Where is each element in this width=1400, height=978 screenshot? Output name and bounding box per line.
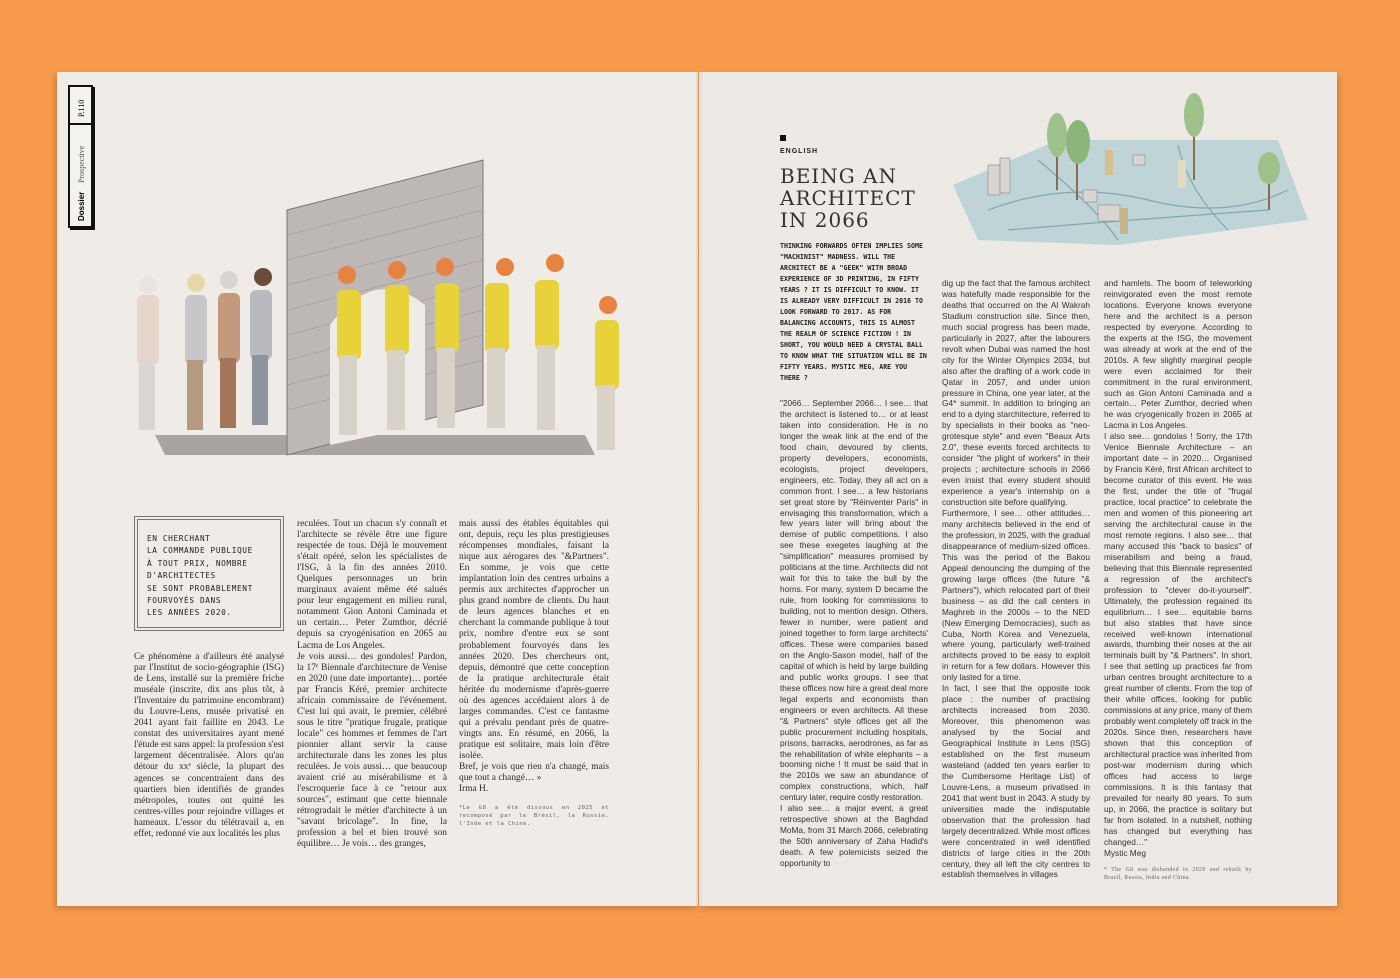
french-column-3 (459, 519, 609, 828)
title-line: BEING AN (780, 164, 897, 188)
paragraph: In fact, I see that the opposite took place : the number of practising architects increased from 2030. Moreover, this phenomenon was analysed by the Social and Geographical Institute in Lens (ISG) established on the first museum wasteland (added ten years earlier to the Cumbersome Heritage List) of Louvre-Lens, a museum privatised in 2041 that went bust in 2043. A study by universities made the indisputable observation that the profession had largely decentralized. While most offices were concentrated in well identified districts of large cities in the 20th century, they all left the city centres to establish themselves in villages (942, 683, 1090, 880)
section-label: Dossier (77, 191, 86, 221)
page-number: P.110 (77, 99, 86, 117)
figures-grey (137, 268, 272, 430)
gutter-fold (696, 72, 702, 906)
pull-quote-line: FOURVOYÉS DANS (147, 596, 222, 606)
pull-quote-line: EN CHERCHANT (147, 534, 211, 543)
paragraph: "2066… September 2066… I see… that the architect is listened to… or at least taken into consideration. He is no longer the weak link at the end of the food chain, devoured by clients, property developers, economists, ecologists, project developers, engineers, etc. Today, they all act on a common front. I see… a few historians set great store by "Réinventer Paris" in envisaging this transformation, which a few years later will bring about the demise of public competitions. I also see these exegetes laughing at the "simplification" measures promised by politicians at the time. Architects did not wait for this to take the bull by the horns. For many, system D became the rule, from looking for commissions to building, not to mention design. Others, fewer in number, were patient and joined together to form large architects' offices. These were companies based on the Anglo-Saxon model, half of the capital of which is held by large building and public works groups. I see that these offices now hire a great deal more legal experts and economists than engineers or even architects. All these "& Partners" style offices get all the public procurement including hospitals, prisons, barracks, aerodrones, as far as the rehabilitation of white elephants – a booming niche ! It must be said that in the 2010s we saw an abundance of complex constructions, which, half century later, require costly restoration. (780, 398, 928, 803)
illustration-wall-figures (125, 155, 655, 470)
footnote: *Le G8 a été dissous en 2025 et recomposé par le Brésil, la Russie, l'Inde et la Chine. (459, 805, 609, 828)
pull-quote-line: LES ANNÉES 2020. (147, 608, 232, 618)
pull-quote (134, 516, 284, 631)
section-marker (780, 135, 786, 141)
english-column-2 (942, 278, 1090, 880)
title-line: IN 2066 (780, 208, 870, 232)
paragraph: I also see… gondolas ! Sorry, the 17th Venice Biennale Architecture – an important date – in 2020… Organised by Francis Kéré, first African architect to become curator of this event. He was the first, under the title of "frugal practice, local practice" to celebrate the men and women of this pioneering art serving the architectural cause in the most remote regions. I also see… that many accused this "back to basics" of miserabilism and being a fraud, believing that this Biennale represented a regression of the architect's profession to "clever do-it-yourself". Ultimately, the profession regained its equilibrium… I see… equitable barns but also stables that have since received well-known international awards, thumbing their noses at the air terminals built by "& Partners". In short, I see that setting up practices far from urban centres brought architecture to a great number of clients. From the top of their white offices, looking for public commissions at any price, many of them probably went completely off track in the 2020s. Since then, researchers have shown that this conception of architectural practice was inherited from post-war modernism during which offices had access to large commissions. It is this fantasy that prevailed for nearly 80 years. To sum up, in 2066, the practice is solitary but far from isolated. In a nutshell, nothing has changed but everything has changed…" (1104, 431, 1253, 847)
article-lead: THINKING FORWARDS OFTEN IMPLIES SOME "MACHINIST" MADNESS. WILL THE ARCHITECT BE A "GEEK" WITH BROAD EXPERIENCE OF 3D PRINTING, IN FIFTY YEARS ? IT IS DIFFICULT TO KNOW. IT IS ALREADY VERY DIFFICULT IN 2016 TO LOOK FORWARD TO 2017. AS FOR BALANCING ACCOUNTS, THIS IS ALMOST THE REALM OF SCIENCE FICTION ! IN SHORT, YOU WOULD NEED A CRYSTAL BALL TO KNOW WHAT THE SITUATION WILL BE IN FIFTY YEARS. MYSTIC MEG, ARE YOU THERE ? (780, 242, 927, 382)
illustration-city-map (948, 90, 1313, 255)
platform (155, 435, 595, 455)
pull-quote-line: SE SONT PROBABLEMENT (147, 583, 253, 593)
section-tab (68, 85, 93, 228)
article-title (780, 165, 916, 231)
language-label: ENGLISH (780, 148, 819, 155)
pull-quote-line: D'ARCHITECTES (147, 571, 216, 581)
english-column-3 (1104, 278, 1252, 882)
paragraph: and hamlets. The boom of teleworking reinvigorated even the most remote locations. Everyone knows everyone here and the architect is a person respected by everyone. According to the experts at the ISG, the movement was already at work at the end of the 2010s. A few slightly marginal people were even acclaimed for their commitment in the rural environment, such as Gion Antoni Caminada and a certain… Peter Zumthor, decried when he was cryogenically frozen in 2065 at Lacma in Los Angeles. (1104, 278, 1252, 431)
footnote: * The G8 was disbanded in 2020 and rebuilt by Brazil, Russia, India and China. (1104, 866, 1252, 881)
signature: Irma H. (459, 784, 489, 795)
paragraph: Bref, je vois que rien n'a changé, mais que tout a changé… » (459, 762, 609, 784)
paragraph: Furthermore, I see… other attitudes… many architects believed in the end of the profession, in 2025, with the gradual disappearance of medium-sized offices. This was the period of the Bakou Appeal denouncing the dumping of the growing large offices (the future "& Partners"), which relocated part of their business – as did the call centers in Maghreb in the 2000s – to the NED (New Emerging Democracies), such as Cuba, North Korea and Venezuela, where young, particularly well-trained architects proved to be easy to exploit in return for a few dollars. However this only lasted for a time. (942, 508, 1090, 683)
pull-quote-line: À TOUT PRIX, NOMBRE (147, 558, 248, 568)
paragraph: reculées. Tout un chacun s'y connaît et l'architecte se révèle être une figure respectée de tous. Déjà le mouvement s'était opéré, selon les spécialistes de l'ISG, à la fin des années 2010. Quelques personnages un brin marginaux avaient même été salués pour leur engagement en milieu rural, notamment Gion Antoni Caminada et un certain… Peter Zumthor, décrié depuis sa cryogénisation en 2065 au Lacma de Los Angeles. (297, 519, 447, 651)
paragraph: Je vois aussi… des gondoles! Pardon, la 17ᵉ Biennale d'architecture de Venise en 2020 (une date importante)… portée par Francis Kéré, premier architecte africain commissaire de l'événement. C'est lui qui avait, le premier, célébré sous le titre "pratique frugale, pratique locale" ces hommes et femmes de l'art pionnier allant servir la cause architecturale dans les zones les plus reculées. Je vois aussi… que beaucoup avaient crié au misérabilisme et à l'escroquerie face à ce "retour aux sources", estimant que cette biennale rétrogradait le métier d'architecte à un "savant bricolage". In fine, la profession a bel et bien trouvé son équilibre… Je vois… des granges, (297, 651, 447, 850)
english-column-1 (780, 398, 928, 869)
paragraph: Ce phénomène a d'ailleurs été analysé par l'Institut de socio-géographie (ISG) de Lens, installé sur la première friche muséale (inscrite, dix ans plus tôt, à l'Inventaire du patrimoine encombrant) du Louvre-Lens, musée privatisé en 2041 ayant fait faillite en 2043. Le constat des universitaires ayant mené l'étude est sans appel: la profession s'est largement décentralisée. Alors qu'au détour du xxᵉ siècle, la plupart des agences se concentraient dans des quartiers bien identifiés de grandes métropoles, toutes ont quitté les centres-villes pour rejoindre villages et hameaux. L'essor du télétravail a, en effet, redonné vie aux localités les plus (134, 652, 284, 839)
paragraph: dig up the fact that the famous architect was hatefully made responsible for the deaths that occurred on the Al Wakrah Stadium construction site. Since then, much social progress has been made, particularly in 2027, after the labourers revolt when Dubai was named the host city for the Winter Olympics 2034, but also after the drafting of a work code in Qatar in 2057, and under union pressure in China, one year later, at the G4* summit. In addition to bringing an end to a dying starchitecture, referred to by specialists in their books as "neo-grotesque style" and even "Beaux Arts 2.0", these events forced architects to consider "the plight of workers" in their projects ; architecture schools in 2066 even insist that every student should experience a year's internship on a construction site before qualifying. (942, 278, 1090, 508)
subsection-label: Prospective (77, 145, 86, 183)
signature: Mystic Meg (1104, 847, 1146, 858)
paragraph: mais aussi des étables équitables qui ont, depuis, reçu les plus prestigieuses récompenses mondiales, faisant la nique aux aérogares des "&Partners". En somme, je vois que cette implantation loin des centres urbains a permis aux architectes d'approcher un plus grand nombre de clients. Du haut de leurs agences blanches et en cherchant la commande publique à tout prix, nombre d'entre eux se sont probablement fourvoyés dans les années 2020. Des chercheurs ont, depuis, démontré que cette conception de la pratique architecturale était héritée du modernisme d'après-guerre où des agences accédaient alors à de larges commandes. C'est ce fantasme qui a prévalu pendant près de quatre-vingts ans. En résumé, en 2066, la pratique est solitaire, mais loin d'être isolée. (459, 519, 609, 761)
paragraph: I also see… a major event, a great retrospective shown at the Baghdad MoMa, from 31 March 2066, celebrating the 50th anniversary of Zaha Hadid's death. A few polemicists seized the opportunity to (780, 803, 928, 869)
french-column-2 (297, 519, 447, 850)
pull-quote-line: LA COMMANDE PUBLIQUE (147, 546, 253, 556)
french-column-1 (134, 652, 284, 840)
title-line: ARCHITECT (780, 186, 916, 210)
